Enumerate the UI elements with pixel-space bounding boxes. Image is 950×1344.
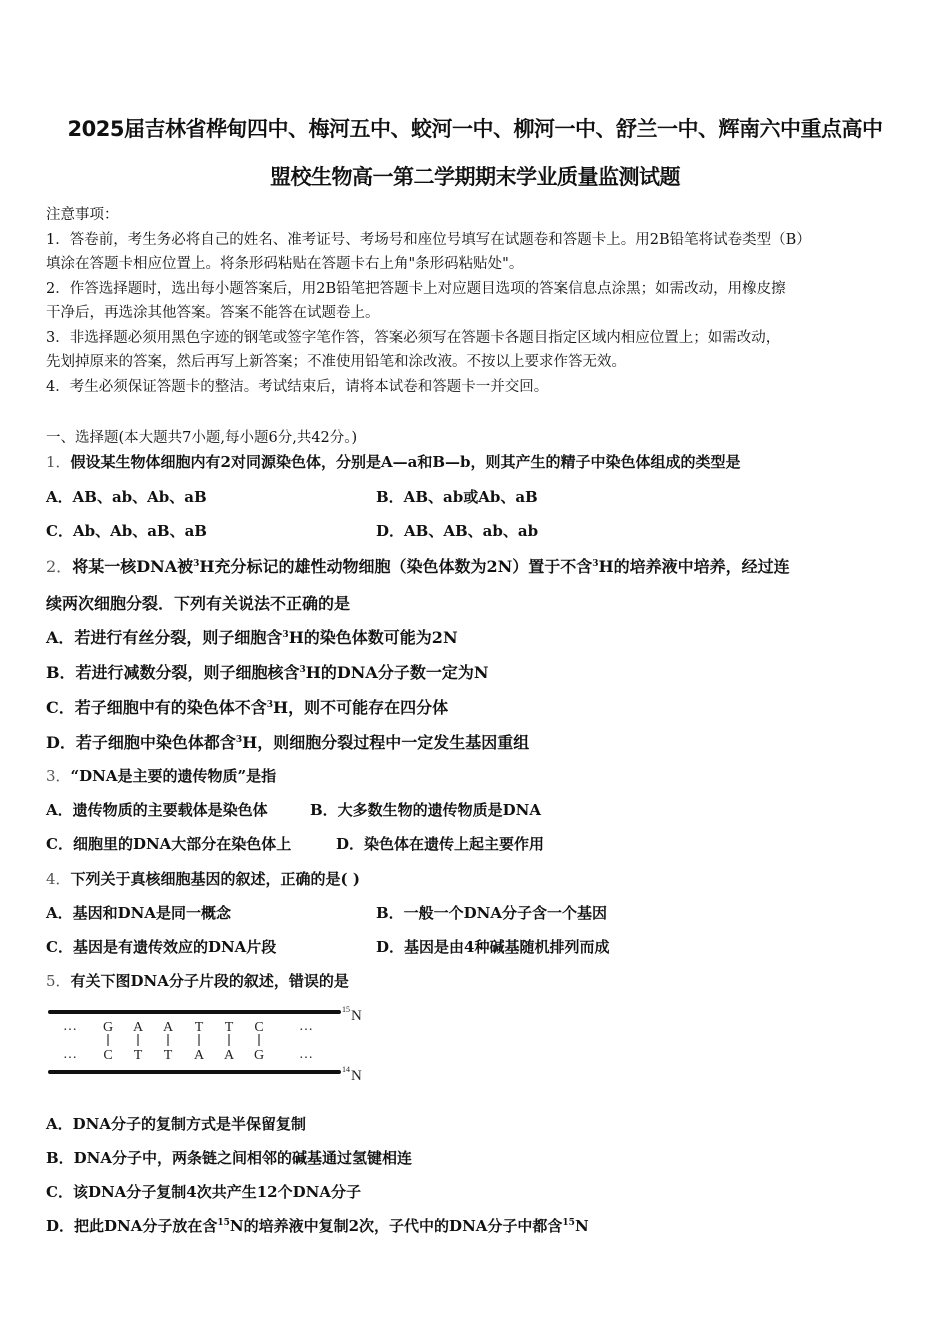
svg-text:15: 15	[342, 1005, 350, 1014]
q5-option-a: A．DNA分子的复制方式是半保留复制	[46, 1115, 306, 1133]
question-number: 3．	[46, 767, 71, 785]
q5-option-c: C．该DNA分子复制4次共产生12个DNA分子	[46, 1183, 361, 1201]
svg-text:A: A	[132, 1020, 144, 1035]
question-text: 假设某生物体细胞内有2对同源染色体，分别是A—a和B—b，则其产生的精子中染色体组成的类型是	[70, 453, 741, 471]
dna-fragment-diagram	[46, 1002, 366, 1080]
q3-option-b: B．大多数生物的遗传物质是DNA	[310, 801, 542, 819]
notes-line: 4．考生必须保证答题卡的整洁。考试结束后，请将本试卷和答题卡一并交回。	[46, 378, 549, 395]
q4-option-a: A．基因和DNA是同一概念	[46, 904, 231, 922]
superscript: 3	[592, 559, 599, 569]
question-1-stem	[46, 451, 741, 472]
question-text: 有关下图DNA分子片段的叙述，错误的是	[70, 972, 349, 990]
q2-option-c: C．若子细胞中有的染色体不含$^3$H，则不可能存在四分体	[46, 698, 449, 717]
page-title-line-1: 2025届吉林省桦甸四中、梅河五中、蛟河一中、柳河一中、舒兰一中、辉南六中重点高中	[67, 117, 883, 141]
question-text: H充分标记的雄性动物细胞（染色体数为2N）置于不含	[199, 557, 593, 576]
q3-option-d: D．染色体在遗传上起主要作用	[336, 835, 545, 853]
question-5-stem	[46, 970, 349, 991]
svg-text:A: A	[162, 1020, 174, 1035]
svg-text:…: …	[299, 1047, 313, 1062]
notes-line: 1．答卷前，考生务必将自己的姓名、准考证号、考场号和座位号填写在试题卷和答题卡上。用2B铅笔将试卷类型（B）	[46, 231, 811, 248]
question-number: 2．	[46, 557, 73, 576]
svg-text:A: A	[223, 1048, 235, 1063]
q1-option-b: B．AB、ab或Ab、aB	[376, 488, 538, 506]
notes-line: 3．非选择题必须用黑色字迹的钢笔或签字笔作答，答案必须写在答题卡各题目指定区域内相应位置上；如需改动，	[46, 329, 781, 346]
svg-text:T: T	[194, 1020, 204, 1035]
svg-text:T: T	[133, 1048, 143, 1063]
question-text: 将某一核DNA被	[72, 557, 194, 576]
question-2-stem	[46, 554, 790, 577]
question-number: 5．	[46, 972, 71, 990]
question-text: H的培养液中培养，经过连	[598, 557, 790, 576]
svg-text:N: N	[351, 1008, 362, 1024]
question-3-stem	[46, 765, 276, 786]
notes-line: 填涂在答题卡相应位置上。将条形码粘贴在答题卡右上角"条形码粘贴处"。	[46, 256, 524, 272]
svg-text:A: A	[193, 1048, 205, 1063]
question-4-stem	[46, 868, 360, 889]
notes-heading: 注意事项：	[46, 207, 119, 223]
svg-text:G: G	[253, 1048, 265, 1063]
question-number: 4．	[46, 870, 71, 888]
svg-text:…: …	[299, 1019, 313, 1034]
dna-diagram-icon	[46, 1002, 366, 1080]
q4-option-c: C．基因是有遗传效应的DNA片段	[46, 938, 277, 956]
svg-text:T: T	[224, 1020, 234, 1035]
q3-option-c: C．细胞里的DNA大部分在染色体上	[46, 835, 292, 853]
notes-line: 干净后，再选涂其他答案。答案不能答在试题卷上。	[46, 305, 380, 321]
q3-option-a: A．遗传物质的主要载体是染色体	[46, 801, 268, 819]
notes-line: 先划掉原来的答案，然后再写上新答案；不准使用铅笔和涂改液。不按以上要求作答无效。	[46, 354, 626, 370]
svg-text:…: …	[63, 1047, 77, 1062]
exam-notes	[46, 203, 906, 399]
q1-option-d: D．AB、AB、ab、ab	[376, 522, 539, 540]
svg-text:G: G	[102, 1020, 114, 1035]
svg-text:C: C	[103, 1048, 113, 1063]
q4-option-b: B．一般一个DNA分子含一个基因	[376, 904, 608, 922]
q4-option-d: D．基因是由4种碱基随机排列而成	[376, 938, 610, 956]
svg-text:N: N	[351, 1068, 362, 1080]
page-title-line-2: 盟校生物高一第二学期期末学业质量监测试题	[270, 165, 680, 189]
section-heading: 一、选择题(本大题共7小题,每小题6分,共42分。)	[46, 430, 358, 446]
q5-option-b: B．DNA分子中，两条链之间相邻的碱基通过氢键相连	[46, 1149, 413, 1167]
question-2-stem-continued: 续两次细胞分裂．下列有关说法不正确的是	[46, 594, 351, 613]
q2-option-d: D．若子细胞中染色体都含$^3$H，则细胞分裂过程中一定发生基因重组	[46, 733, 530, 752]
svg-text:C: C	[254, 1020, 264, 1035]
q5-option-d: D．把此DNA分子放在含$^{15}$N的培养液中复制2次，子代中的DNA分子中都含$^{15}$N	[46, 1217, 589, 1235]
notes-line: 2．作答选择题时，选出每小题答案后，用2B铅笔把答题卡上对应题目选项的答案信息点涂黑；如需改动，用橡皮擦	[46, 280, 786, 297]
question-number: 1．	[46, 453, 71, 471]
svg-text:T: T	[163, 1048, 173, 1063]
q2-option-a: A．若进行有丝分裂，则子细胞含$^3$H的染色体数可能为2N	[46, 628, 458, 647]
question-text: 下列关于真核细胞基因的叙述，正确的是( )	[70, 870, 360, 888]
question-text: “DNA是主要的遗传物质”是指	[70, 767, 277, 785]
q2-option-b: B．若进行减数分裂，则子细胞核含$^3$H的DNA分子数一定为N	[46, 663, 489, 682]
q1-option-c: C．Ab、Ab、aB、aB	[46, 522, 207, 540]
svg-text:…: …	[63, 1019, 77, 1034]
q1-option-a: A．AB、ab、Ab、aB	[46, 488, 207, 506]
superscript: 3	[193, 559, 200, 569]
svg-text:14: 14	[342, 1065, 350, 1074]
